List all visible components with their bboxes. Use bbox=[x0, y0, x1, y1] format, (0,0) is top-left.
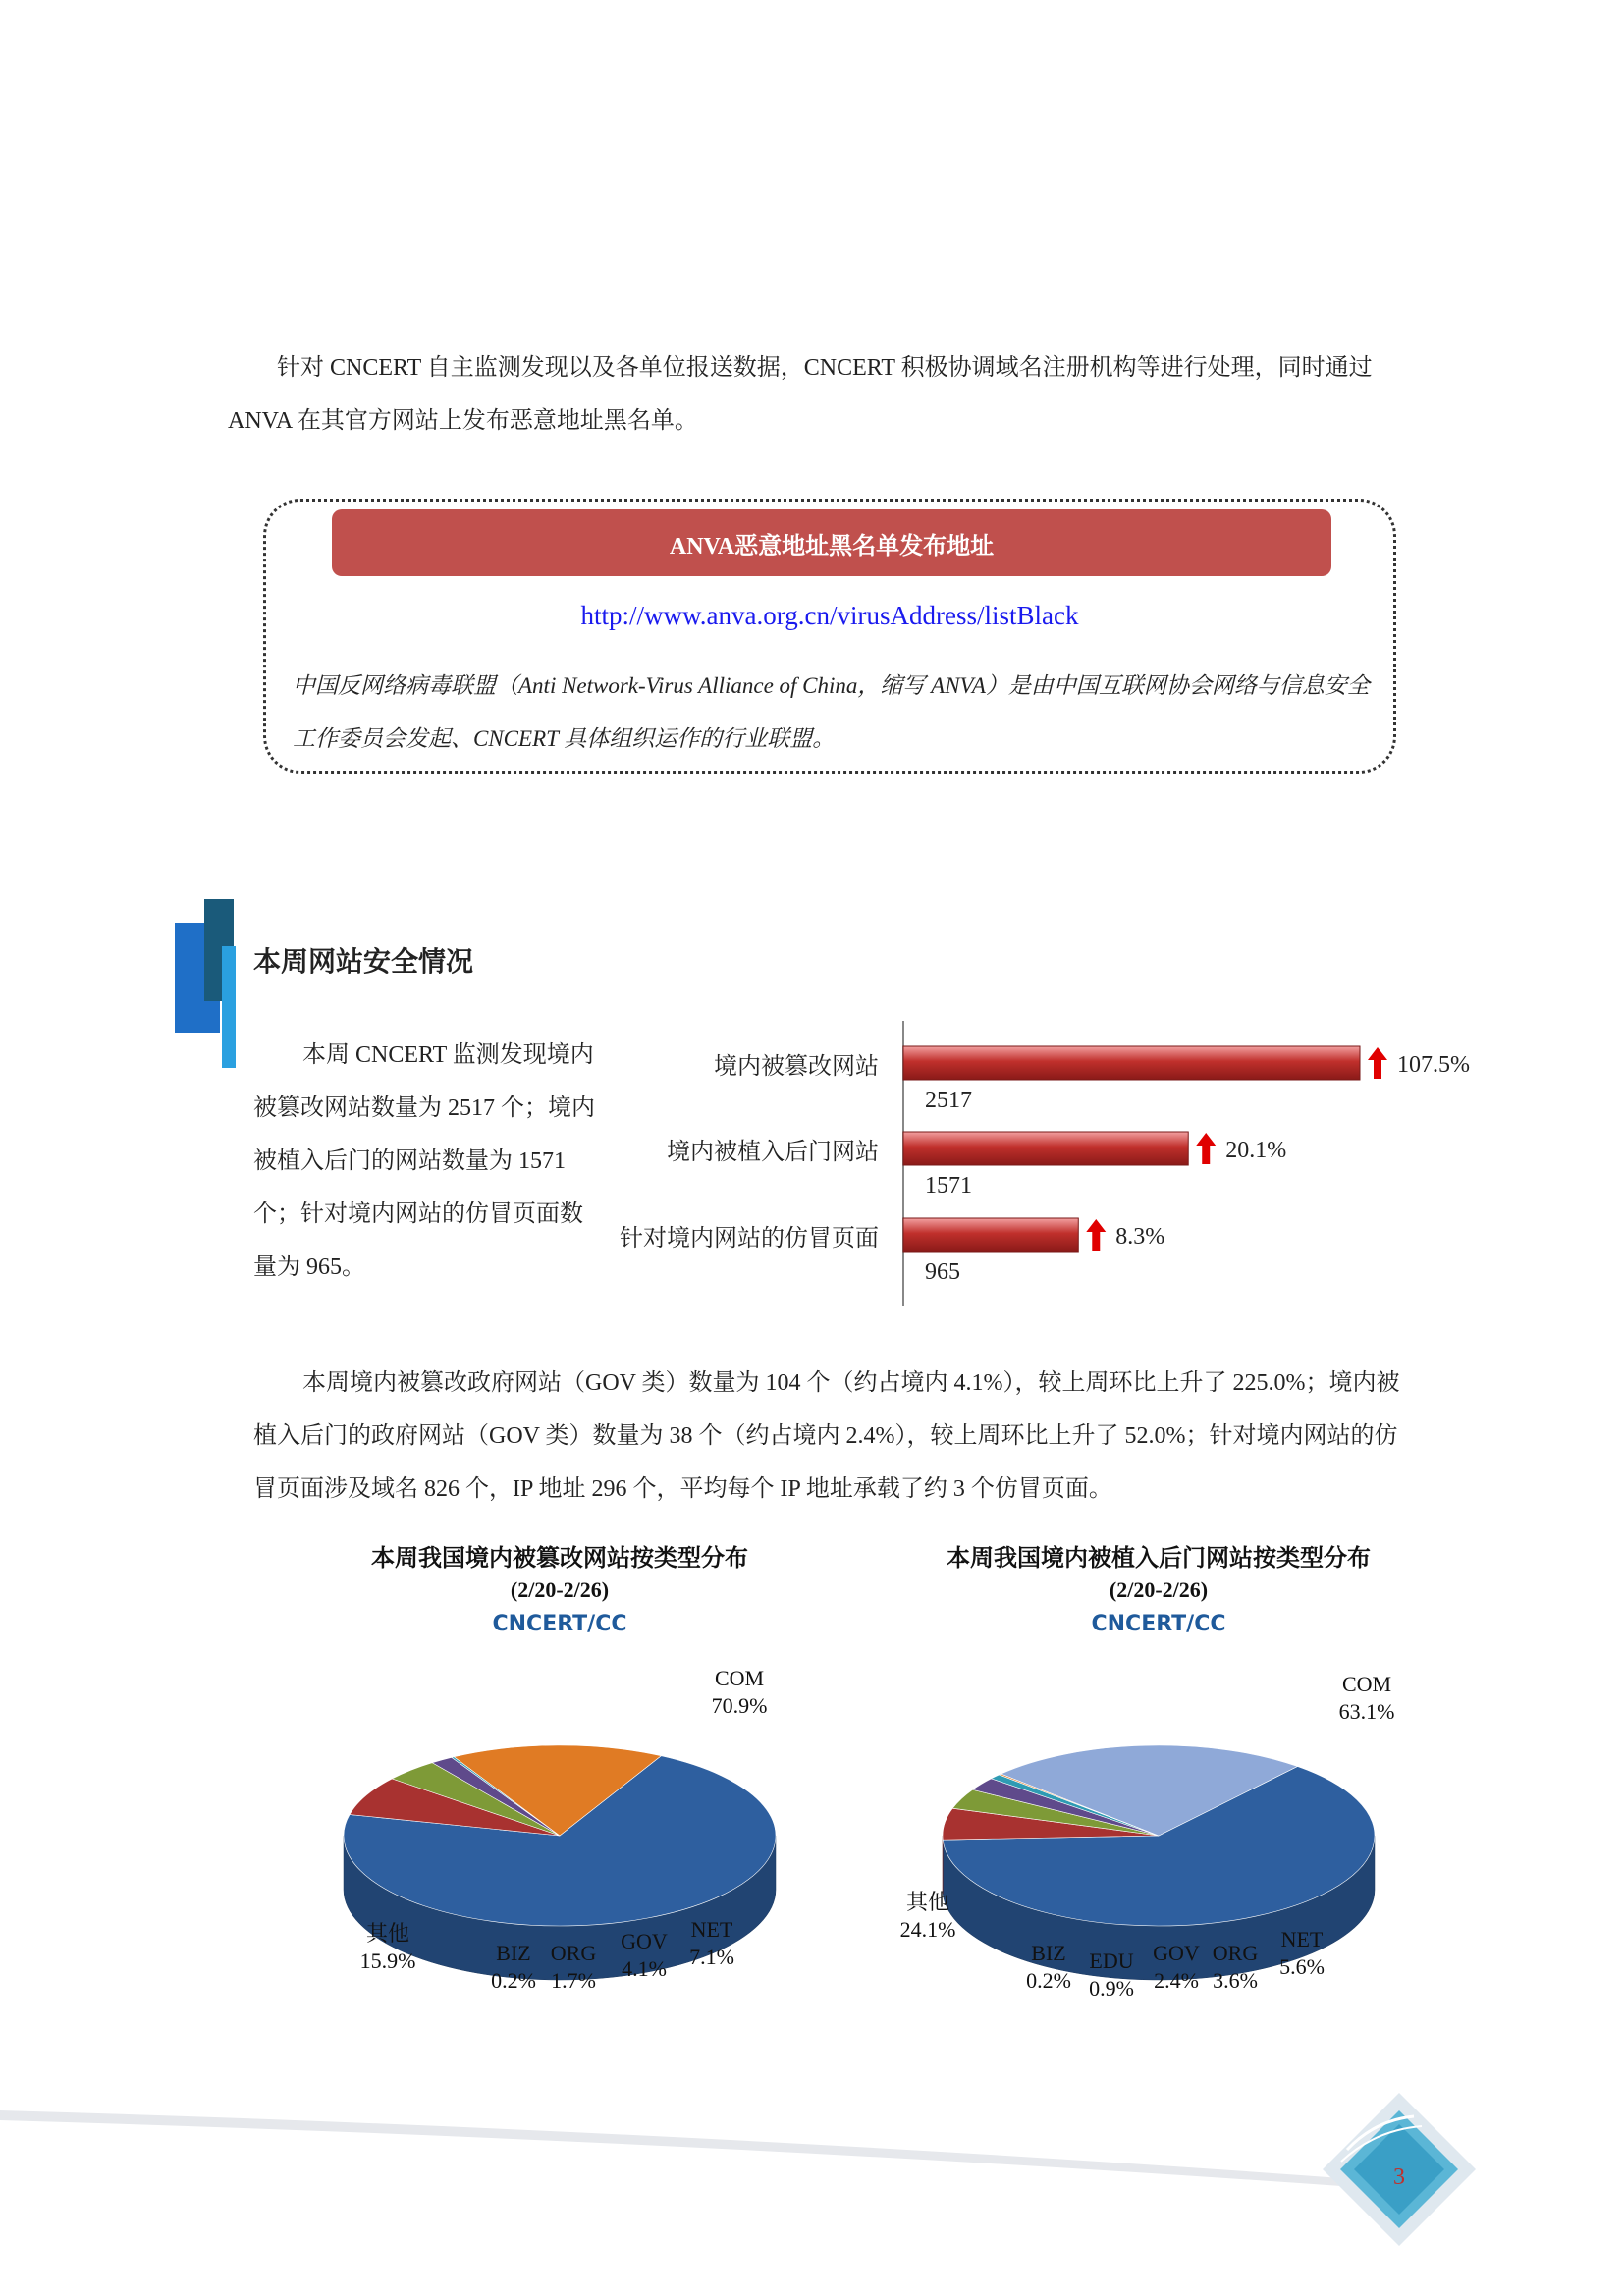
pie-slice-label: BIZ bbox=[1031, 1941, 1066, 1965]
pie-slice-label: COM bbox=[1341, 1672, 1392, 1696]
up-arrow-icon bbox=[1368, 1047, 1387, 1079]
up-arrow-icon bbox=[1196, 1133, 1216, 1164]
gov-statistics-paragraph: 本周境内被篡改政府网站（GOV 类）数量为 104 个（约占境内 4.1%），较上周环比上升了 225.0%；境内被植入后门的政府网站（GOV 类）数量为 38 个（约占境内 2.4%），较上周环比上升了 52.0%；针对境内网站的仿冒页面涉及域名 826 个，IP 地址 296 个，平均每个 IP 地址承载了约 3 个仿冒页面。 bbox=[253, 1370, 1400, 1502]
pie-slice-percent: 0.9% bbox=[1089, 1976, 1134, 2001]
pie-slice-percent: 2.4% bbox=[1154, 1968, 1199, 1993]
pie-subtitle: (2/20-2/26) bbox=[510, 1577, 610, 1602]
pie-slice-percent: 4.1% bbox=[622, 1956, 667, 1981]
bar-mark bbox=[903, 1046, 1360, 1080]
pie-subtitle: (2/20-2/26) bbox=[1109, 1577, 1209, 1602]
cncert-logo bbox=[492, 1612, 626, 1636]
backdoor-sites-pie-chart bbox=[893, 1536, 1443, 2027]
anva-blacklist-link[interactable]: http://www.anva.org.cn/virusAddress/listBlack bbox=[580, 601, 1079, 630]
pie-slice-percent: 24.1% bbox=[899, 1917, 956, 1942]
bar-category-label: 针对境内网站的仿冒页面 bbox=[620, 1224, 879, 1252]
pie-slice-percent: 15.9% bbox=[359, 1949, 416, 1973]
svg-text:CNCERT/CC: CNCERT/CC bbox=[492, 1612, 627, 1636]
bar-mark bbox=[903, 1218, 1078, 1252]
svg-text:CNCERT/CC: CNCERT/CC bbox=[1091, 1612, 1226, 1636]
website-security-bar-chart bbox=[579, 1021, 1502, 1315]
bar-category-label: 境内被植入后门网站 bbox=[667, 1138, 879, 1165]
bar-value-label: 2517 bbox=[925, 1088, 972, 1113]
section-title: 本周网站安全情况 bbox=[253, 945, 474, 978]
bar-mark bbox=[903, 1132, 1188, 1165]
pie-slice-label: GOV bbox=[1153, 1941, 1200, 1965]
bar-category-label: 境内被篡改网站 bbox=[714, 1052, 879, 1080]
intro-paragraph: 针对 CNCERT 自主监测发现以及各单位报送数据，CNCERT 积极协调域名注册机构等进行处理，同时通过 ANVA 在其官方网站上发布恶意地址黑名单。 bbox=[228, 355, 1373, 434]
cncert-logo bbox=[1091, 1612, 1225, 1636]
pie-slice-label: ORG bbox=[550, 1941, 597, 1965]
notice-description: 中国反网络病毒联盟（Anti Network-Virus Alliance of China，缩写 ANVA）是由中国互联网协会网络与信息安全工作委员会发起、CNCERT 具体组织运作的行业联盟。 bbox=[293, 673, 1370, 751]
tampered-sites-pie-chart bbox=[295, 1536, 844, 2027]
pie-slice-label: NET bbox=[690, 1917, 733, 1942]
bar-change-label: 8.3% bbox=[1115, 1224, 1165, 1250]
pie-slice-label: ORG bbox=[1212, 1941, 1259, 1965]
pie-slice-percent: 0.2% bbox=[1026, 1968, 1071, 1993]
pie-slice-label: 其他 bbox=[365, 1921, 410, 1946]
page-footer-decoration bbox=[0, 2091, 1624, 2296]
pie-slice-percent: 70.9% bbox=[711, 1693, 768, 1718]
bar-change-label: 20.1% bbox=[1225, 1138, 1287, 1163]
pie-slice-label: BIZ bbox=[496, 1941, 531, 1965]
pie-slice-percent: 63.1% bbox=[1338, 1699, 1395, 1724]
pie-title: 本周我国境内被篡改网站按类型分布 bbox=[371, 1544, 748, 1572]
pie-slice-percent: 5.6% bbox=[1279, 1954, 1325, 1979]
notice-title: ANVA恶意地址黑名单发布地址 bbox=[669, 533, 995, 560]
pie-slice-percent: 3.6% bbox=[1213, 1968, 1258, 1993]
up-arrow-icon bbox=[1086, 1219, 1106, 1251]
bar-change-label: 107.5% bbox=[1397, 1052, 1470, 1078]
bar-value-label: 1571 bbox=[925, 1173, 972, 1199]
pie-slice-label: GOV bbox=[621, 1929, 668, 1953]
summary-paragraph: 本周 CNCERT 监测发现境内被篡改网站数量为 2517 个；境内被植入后门的网站数量为 1571 个；针对境内网站的仿冒页面数量为 965。 bbox=[253, 1042, 595, 1280]
bar-value-label: 965 bbox=[925, 1259, 960, 1285]
pie-slice-label: NET bbox=[1280, 1927, 1324, 1951]
notice-banner bbox=[332, 509, 1331, 576]
pie-slice-label: EDU bbox=[1089, 1949, 1134, 1973]
pie-slice-label: COM bbox=[714, 1666, 765, 1690]
page-number: 3 bbox=[1393, 2164, 1405, 2190]
pie-slice-percent: 1.7% bbox=[551, 1968, 596, 1993]
pie-title: 本周我国境内被植入后门网站按类型分布 bbox=[947, 1544, 1371, 1572]
pie-slice-percent: 7.1% bbox=[689, 1945, 734, 1969]
pie-slice-label: 其他 bbox=[905, 1890, 950, 1914]
pie-slice-percent: 0.2% bbox=[491, 1968, 536, 1993]
